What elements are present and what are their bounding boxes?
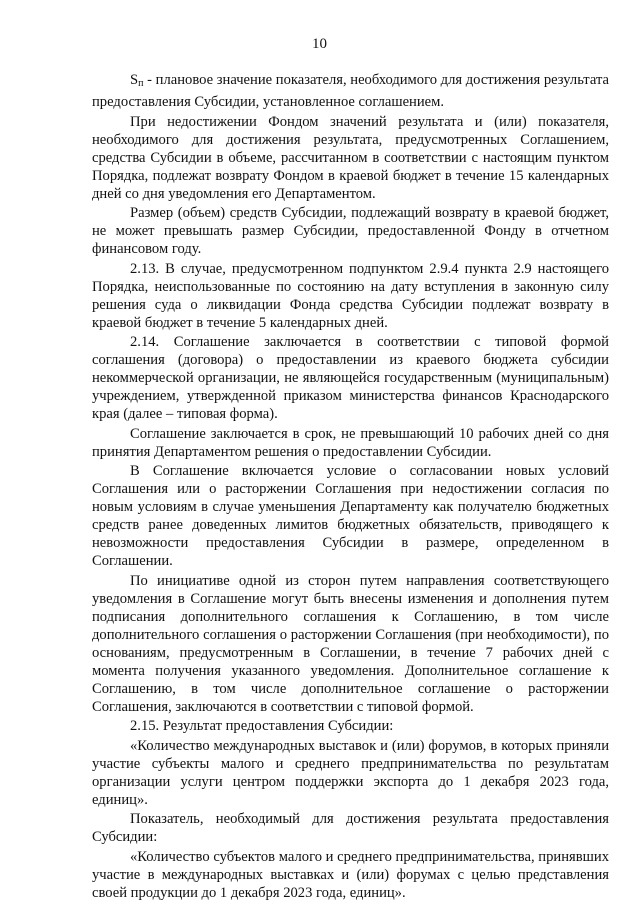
variable-symbol: S [130,72,139,88]
paragraph-agreement-term: Соглашение заключается в срок, не превышающий 10 рабочих дней со дня принятия Департаментом решения о предоставлении Субсидии. [92,425,609,460]
document-body [92,71,609,903]
paragraph-non-achievement-return: При недостижении Фондом значений результата и (или) показателя, необходимого для достижения результата, предусмотренных Соглашением, средства Субсидии в объеме, рассчитанном в соответствии с настоящим пунктом Порядка, подлежат возврату Фондом в краевой бюджет в течение 15 календарных дней со дня уведомления его Департаментом. [92,113,609,202]
paragraph-2-15: 2.15. Результат предоставления Субсидии: [130,718,394,734]
paragraph-result-quote: «Количество международных выставок и (или) форумов, в которых приняли участие субъекты малого и среднего предпринимательства по результатам организации услуги центром поддержки экспорта до 1 декабря 2023 года, единиц». [92,737,609,808]
paragraph-return-amount-limit: Размер (объем) средств Субсидии, подлежащий возврату в краевой бюджет, не может превышать размер Субсидии, предоставленной Фонду в отчетном финансовом году. [92,205,609,257]
paragraph-2-14: 2.14. Соглашение заключается в соответствии с типовой формой соглашения (договора) о предоставлении из краевого бюджета субсидии некоммерческой организации, не являющейся государственным (муниципальным) учреждением, утвержденной приказом министерства финансов Краснодарского края (далее – типовая форма). [92,334,609,422]
paragraph-agreement-conditions: В Соглашение включается условие о согласовании новых условий Соглашения или о расторжении Соглашения при недостижении согласия по новым условиям в случае уменьшения Департаменту как получателю бюджетных средств ранее доведенных лимитов бюджетных обязательств, приводящего к невозможности предоставления Субсидии в размере, определенном в Соглашении. [92,463,609,569]
paragraph-indicator-heading: Показатель, необходимый для достижения результата предоставления Субсидии: [92,811,609,845]
paragraph-text: - плановое значение показателя, необходимого для достижения результата предоставления Субсидии, установленное соглашением. [92,72,609,110]
paragraph-agreement-amendments: По инициативе одной из сторон путем направления соответствующего уведомления в Соглашение могут быть внесены изменения и дополнения путем подписания дополнительного соглашения к Соглашению, в том числе дополнительного соглашения о расторжении Соглашения (при необходимости), по основаниям, предусмотренным в Соглашении, в течение 7 рабочих дней с момента получения указанного уведомления. Дополнительное соглашение к Соглашению, в том числе дополнительное соглашение о расторжении Соглашения, заключаются в соответствии с типовой формой. [92,572,609,715]
page-number: 10 [312,36,327,52]
variable-subscript: п [138,78,144,89]
paragraph-indicator-quote: «Количество субъектов малого и среднего предпринимательства, принявших участие в международных выставках и (или) форумах с целью представления своей продукции до 1 декабря 2023 года, единиц». [92,848,609,901]
paragraph-sn-definition [92,71,609,111]
paragraph-2-13: 2.13. В случае, предусмотренном подпунктом 2.9.4 пункта 2.9 настоящего Порядка, неиспользованные по состоянию на дату вступления в законную силу решения суда о ликвидации Фонда средства Субсидии подлежат возврату в краевой бюджет в течение 5 календарных дней. [92,260,609,331]
